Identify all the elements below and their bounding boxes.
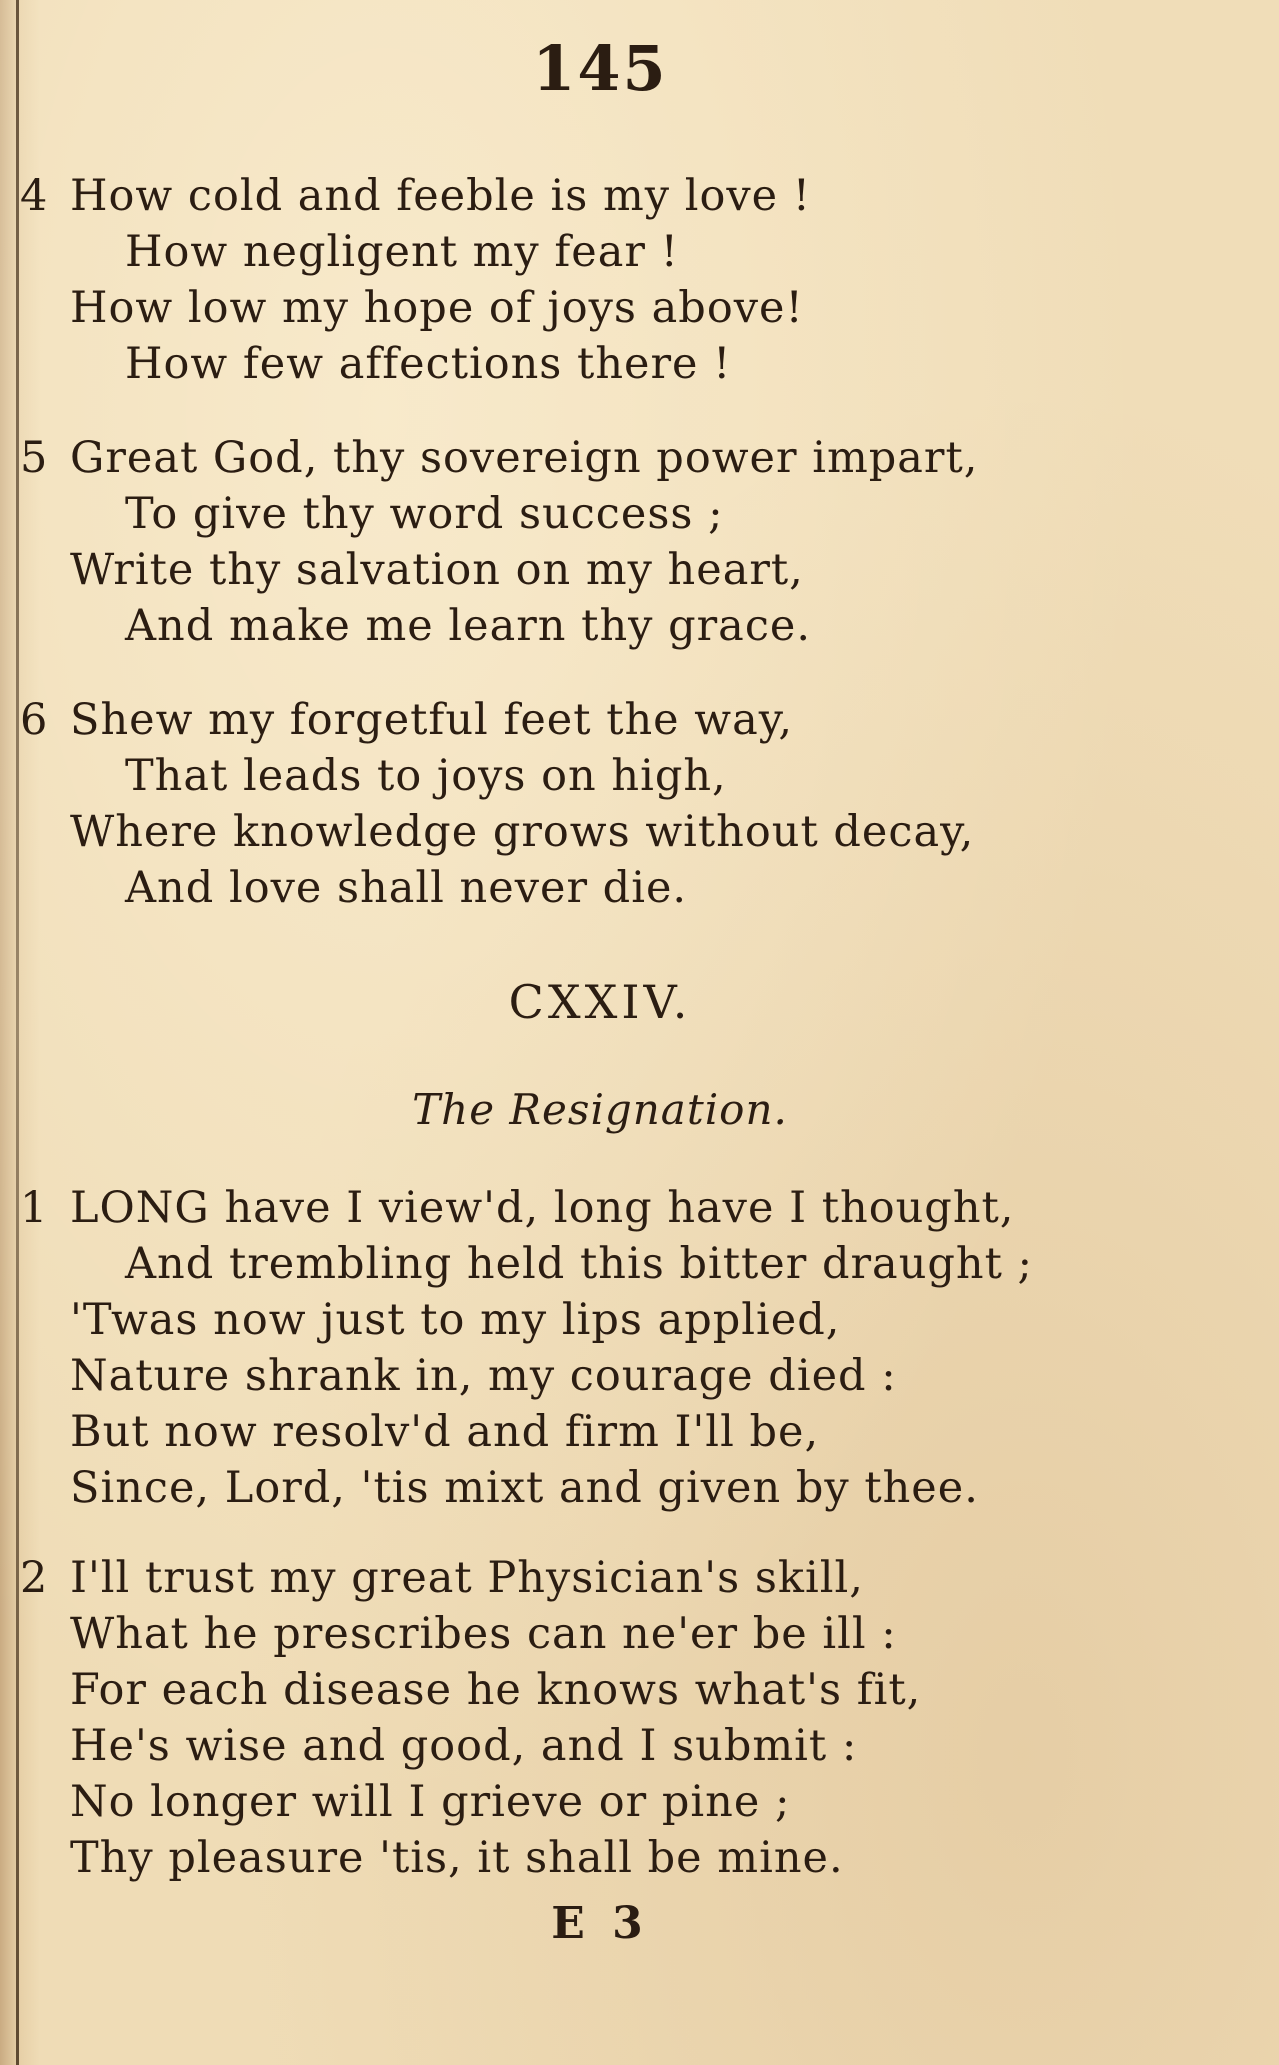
verse-line: Where knowledge grows without decay, [70,807,975,857]
verse-line: How few affections there ! [125,339,732,389]
signature-mark: E 3 [551,1898,649,1949]
stanza-number: 1 [20,1183,48,1233]
verse-line: Thy pleasure 'tis, it shall be mine. [70,1833,844,1883]
verse-line: How cold and feeble is my love ! [70,171,812,221]
verse-line: I'll trust my great Physician's skill, [70,1553,864,1603]
page-number: 145 [532,32,668,105]
verse-line: Shew my forgetful feet the way, [70,695,793,745]
verse-line: Nature shrank in, my courage died : [70,1351,897,1401]
stanza-number: 5 [20,433,48,483]
hymn-number: CXXIV. [508,975,692,1029]
verse-line: And love shall never die. [125,863,688,913]
verse-line: How low my hope of joys above! [70,283,804,333]
stanza-number: 4 [20,171,48,221]
stanza-number: 6 [20,695,48,745]
verse-line: No longer will I grieve or pine ; [70,1777,791,1827]
verse-line: And make me learn thy grace. [125,601,812,651]
verse-line: That leads to joys on high, [125,751,727,801]
verse-line: And trembling held this bitter draught ; [125,1239,1034,1289]
verse-line: But now resolv'd and firm I'll be, [70,1407,820,1457]
verse-line: Great God, thy sovereign power impart, [70,433,979,483]
verse-line: To give thy word success ; [125,489,724,539]
verse-line: 'Twas now just to my lips applied, [70,1295,841,1345]
page-gutter-edge [16,0,19,2065]
verse-line: Write thy salvation on my heart, [70,545,804,595]
verse-line: For each disease he knows what's fit, [70,1665,922,1715]
stanza-number: 2 [20,1553,48,1603]
hymn-title: The Resignation. [412,1085,788,1134]
verse-line: What he prescribes can ne'er be ill : [70,1609,897,1659]
verse-line: He's wise and good, and I submit : [70,1721,858,1771]
verse-line: Since, Lord, 'tis mixt and given by thee. [70,1463,979,1513]
verse-line: How negligent my fear ! [125,227,679,277]
verse-line: LONG have I view'd, long have I thought, [70,1183,1015,1233]
